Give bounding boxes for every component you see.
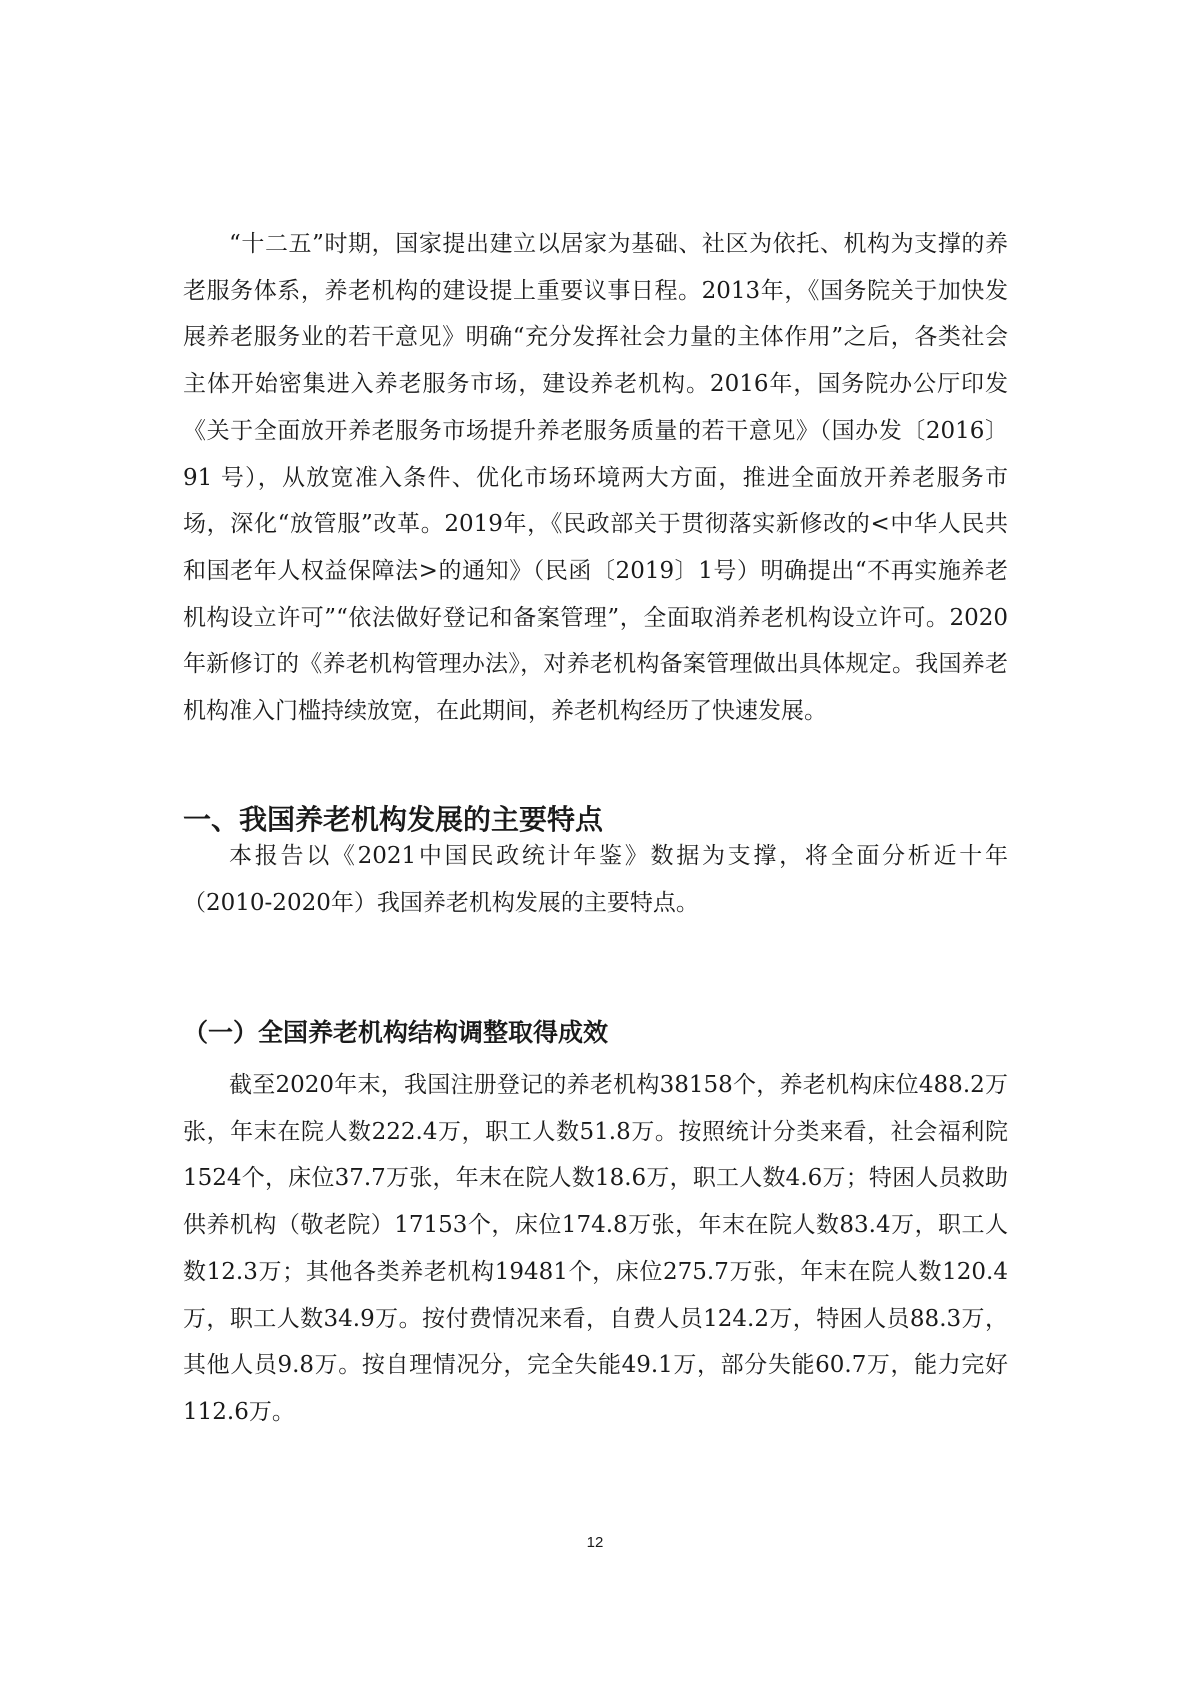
subsection-heading: （一）全国养老机构结构调整取得成效: [183, 1018, 609, 1047]
intro-paragraph: “十二五”时期，国家提出建立以居家为基础、社区为依托、机构为支撑的养老服务体系，养老机构的建设提上重要议事日程。2013年，《国务院关于加快发展养老服务业的若干意见》明确“充分发挥社会力量的主体作用”之后，各类社会主体开始密集进入养老服务市场，建设养老机构。2016年，国务院办公厅印发《关于全面放开养老服务市场提升养老服务质量的若干意见》（国办发〔2016〕91 号），从放宽准入条件、优化市场环境两大方面，推进全面放开养老服务市场，深化“放管服”改革。2019年，《民政部关于贯彻落实新修改的<中华人民共和国老年人权益保障法>的通知》（民函〔2019〕1号）明确提出“不再实施养老机构设立许可”“依法做好登记和备案管理”，全面取消养老机构设立许可。2020年新修订的《养老机构管理办法》，对养老机构备案管理做出具体规定。我国养老机构准入门槛持续放宽，在此期间，养老机构经历了快速发展。: [183, 231, 1008, 725]
section-intro-paragraph: 本报告以《2021中国民政统计年鉴》数据为支撑，将全面分析近十年（2010-2020年）我国养老机构发展的主要特点。: [183, 843, 1008, 916]
page-number: 12: [586, 1534, 604, 1551]
section-heading: 一、我国养老机构发展的主要特点: [183, 803, 604, 836]
subsection-paragraph: 截至2020年末，我国注册登记的养老机构38158个，养老机构床位488.2万张，年末在院人数222.4万，职工人数51.8万。按照统计分类来看，社会福利院1524个，床位37.7万张，年末在院人数18.6万，职工人数4.6万；特困人员救助供养机构（敬老院）17153个，床位174.8万张，年末在院人数83.4万，职工人数12.3万；其他各类养老机构19481个，床位275.7万张，年末在院人数120.4万，职工人数34.9万。按付费情况来看，自费人员124.2万，特困人员88.3万，其他人员9.8万。按自理情况分，完全失能49.1万，部分失能60.7万，能力完好112.6万。: [183, 1072, 1008, 1425]
